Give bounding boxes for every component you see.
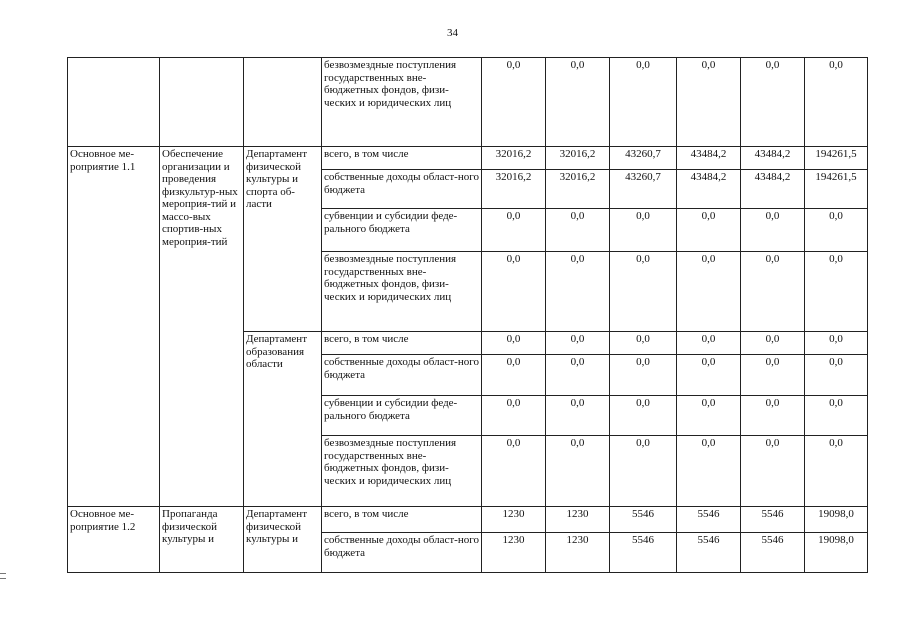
value-cell: 0,0: [610, 396, 677, 436]
value-cell: 0,0: [805, 355, 868, 396]
value-cell: 194261,5: [805, 147, 868, 170]
value-cell: 0,0: [482, 396, 546, 436]
value-cell: 0,0: [610, 355, 677, 396]
value-cell: 0,0: [482, 58, 546, 147]
value-cell: 5546: [741, 507, 805, 533]
executor-name: Департамент физической культуры и: [244, 507, 322, 573]
value-cell: 0,0: [610, 436, 677, 507]
value-cell: 43260,7: [610, 147, 677, 170]
value-cell: 0,0: [677, 355, 741, 396]
funding-source: безвозмездные поступления государственных вне-бюджетных фондов, физи-ческих и юридических лиц: [322, 58, 482, 147]
value-cell: 0,0: [677, 332, 741, 355]
value-cell: 0,0: [805, 58, 868, 147]
table-row: [68, 507, 868, 533]
margin-tick: [0, 578, 6, 579]
value-cell: 0,0: [482, 332, 546, 355]
value-cell: 0,0: [677, 209, 741, 252]
value-cell: 0,0: [805, 436, 868, 507]
value-cell: 0,0: [482, 252, 546, 332]
value-cell: 5546: [610, 507, 677, 533]
page-number: 34: [447, 27, 458, 39]
value-cell: 0,0: [741, 355, 805, 396]
table-row: [68, 58, 868, 147]
funding-source: безвозмездные поступления государственных вне-бюджетных фондов, физи-ческих и юридических лиц: [322, 436, 482, 507]
value-cell: 0,0: [677, 436, 741, 507]
value-cell: 0,0: [741, 332, 805, 355]
value-cell: 0,0: [741, 58, 805, 147]
value-cell: 1230: [546, 507, 610, 533]
value-cell: 0,0: [546, 436, 610, 507]
value-cell: 0,0: [546, 396, 610, 436]
activity-title: Обеспечение организации и проведения физкультур-ных мероприя-тий и массо-вых спортив-ных мероприя-тий: [160, 147, 244, 507]
value-cell: 1230: [482, 507, 546, 533]
value-cell: 0,0: [482, 355, 546, 396]
activity-name: Основное ме-роприятие 1.1: [68, 147, 160, 507]
value-cell: 0,0: [610, 58, 677, 147]
value-cell: 0,0: [546, 252, 610, 332]
value-cell: 0,0: [482, 436, 546, 507]
funding-source: безвозмездные поступления государственных вне-бюджетных фондов, физи-ческих и юридических лиц: [322, 252, 482, 332]
value-cell: 0,0: [546, 209, 610, 252]
value-cell: 0,0: [546, 58, 610, 147]
funding-source: всего, в том числе: [322, 332, 482, 355]
value-cell: 19098,0: [805, 507, 868, 533]
funding-source: собственные доходы област-ного бюджета: [322, 533, 482, 573]
funding-source: собственные доходы област-ного бюджета: [322, 170, 482, 209]
value-cell: 0,0: [610, 332, 677, 355]
value-cell: 0,0: [805, 252, 868, 332]
executor-cell: [244, 58, 322, 147]
activity-cell: [68, 58, 160, 147]
value-cell: 194261,5: [805, 170, 868, 209]
value-cell: 5546: [677, 507, 741, 533]
activity-title: Пропаганда физической культуры и: [160, 507, 244, 573]
value-cell: 0,0: [546, 355, 610, 396]
value-cell: 0,0: [677, 252, 741, 332]
executor-name: Департамент физической культуры и спорта об-ласти: [244, 147, 322, 332]
value-cell: 0,0: [546, 332, 610, 355]
value-cell: 43260,7: [610, 170, 677, 209]
value-cell: 5546: [677, 533, 741, 573]
value-cell: 32016,2: [546, 170, 610, 209]
margin-tick: [0, 573, 6, 574]
value-cell: 43484,2: [741, 147, 805, 170]
value-cell: 19098,0: [805, 533, 868, 573]
value-cell: 0,0: [805, 209, 868, 252]
table-row: [68, 147, 868, 170]
value-cell: 0,0: [677, 58, 741, 147]
title-cell: [160, 58, 244, 147]
executor-name: Департамент образования области: [244, 332, 322, 507]
value-cell: 0,0: [741, 209, 805, 252]
value-cell: 5546: [610, 533, 677, 573]
value-cell: 1230: [546, 533, 610, 573]
value-cell: 0,0: [805, 396, 868, 436]
budget-table: [67, 57, 868, 573]
funding-source: собственные доходы област-ного бюджета: [322, 355, 482, 396]
value-cell: 43484,2: [741, 170, 805, 209]
value-cell: 0,0: [805, 332, 868, 355]
value-cell: 43484,2: [677, 170, 741, 209]
value-cell: 0,0: [741, 396, 805, 436]
value-cell: 0,0: [610, 252, 677, 332]
value-cell: 32016,2: [482, 147, 546, 170]
funding-source: субвенции и субсидии феде-рального бюджета: [322, 396, 482, 436]
value-cell: 5546: [741, 533, 805, 573]
value-cell: 32016,2: [482, 170, 546, 209]
activity-name: Основное ме-роприятие 1.2: [68, 507, 160, 573]
value-cell: 0,0: [482, 209, 546, 252]
value-cell: 0,0: [677, 396, 741, 436]
funding-source: субвенции и субсидии феде-рального бюджета: [322, 209, 482, 252]
value-cell: 1230: [482, 533, 546, 573]
funding-source: всего, в том числе: [322, 507, 482, 533]
value-cell: 0,0: [741, 436, 805, 507]
value-cell: 43484,2: [677, 147, 741, 170]
funding-source: всего, в том числе: [322, 147, 482, 170]
value-cell: 0,0: [741, 252, 805, 332]
value-cell: 32016,2: [546, 147, 610, 170]
value-cell: 0,0: [610, 209, 677, 252]
